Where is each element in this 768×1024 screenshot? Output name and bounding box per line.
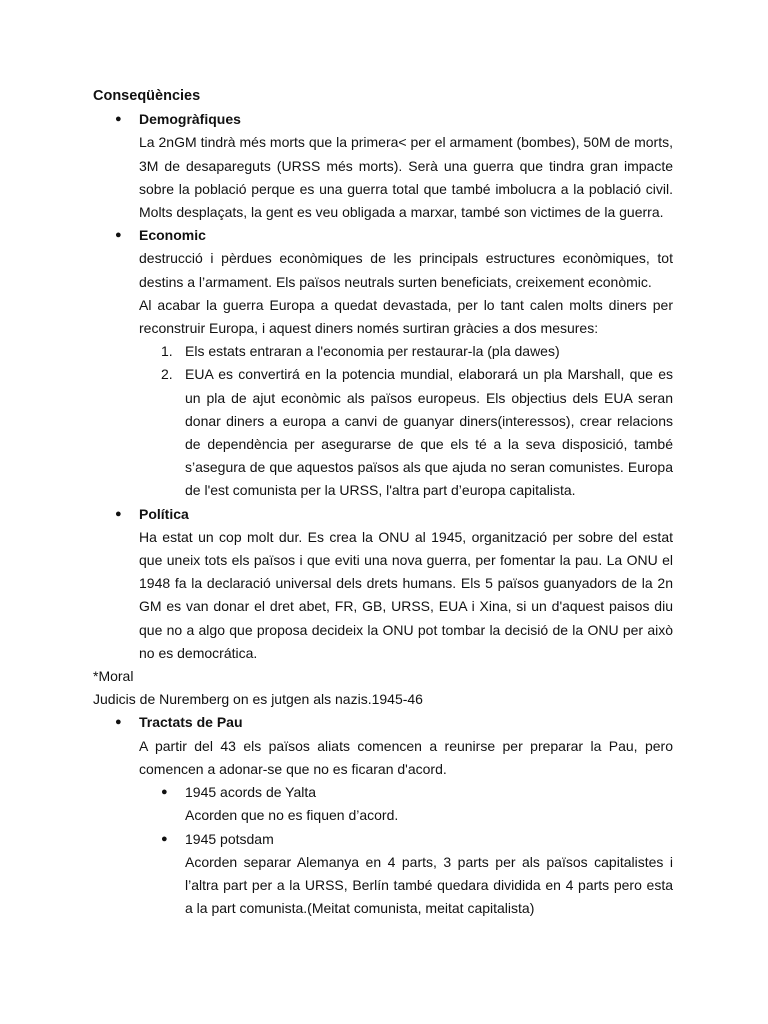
sub-list bbox=[139, 781, 673, 920]
section-economic bbox=[93, 224, 673, 502]
moral-text: Judicis de Nuremberg on es jutgen als nazis.1945-46 bbox=[93, 691, 423, 708]
moral-heading: *Moral bbox=[93, 668, 134, 685]
section-demografiques bbox=[93, 108, 673, 224]
page-title: Conseqüències bbox=[93, 88, 201, 104]
list-item-text: EUA es convertirá en la potencia mundial, elaborará un pla Marshall, que es un pla de ajut econòmic als països europeus. Els objectius dels EUA seran donar diners a europa a canvi de guanyar diners(interessos), crear relacions de dependència per asegurarse de que els té a la seva disposició, també s’asegura de que aquestos països als que ajuda no seran comunistes. Europa de l'est comunista per la URSS, l'altra part d’europa capitalista. bbox=[185, 366, 673, 499]
bullet-icon: ● bbox=[115, 229, 122, 242]
section-list bbox=[93, 711, 673, 920]
bullet-icon: ● bbox=[115, 113, 122, 126]
list-item bbox=[139, 781, 673, 827]
numbered-list bbox=[139, 340, 673, 502]
bullet-icon: ● bbox=[161, 786, 168, 799]
bullet-icon: ● bbox=[115, 716, 122, 729]
section-heading: Economic bbox=[139, 227, 206, 244]
document-content bbox=[93, 85, 673, 920]
section-tractats bbox=[93, 711, 673, 920]
list-item-heading: 1945 potsdam bbox=[185, 830, 274, 847]
section-text: La 2nGM tindrà més morts que la primera< per el armament (bombes), 50M de morts, 3M de desapareguts (URSS més morts). Serà una guerra que tindra gran impacte sobre la població perque es una guerra total que també imbolucra a la població civil. Molts desplaçats, la gent es veu obligada a marxar, també son victimes de la guerra. bbox=[139, 134, 673, 221]
section-text: A partir del 43 els països aliats comencen a reunirse per preparar la Pau, pero comencen a adonar-se que no es ficaran d'acord. bbox=[139, 737, 673, 777]
bullet-icon: ● bbox=[161, 832, 168, 845]
section-text: Al acabar la guerra Europa a quedat devastada, per lo tant calen molts diners per reconstruir Europa, i aquest diners només surtiran gràcies a dos mesures: bbox=[139, 296, 673, 337]
list-item-text: Acorden separar Alemanya en 4 parts, 3 parts per als països capitalistes i l’altra part per a la URSS, Berlín també quedara dividida en 4 parts pero esta a la part comunista.(Meitat comunista, meitat capitalista) bbox=[185, 853, 673, 917]
list-item-heading: 1945 acords de Yalta bbox=[185, 784, 317, 801]
section-text: destrucció i pèrdues econòmiques de les principals estructures econòmiques, tot destins a l’armament. Els països neutrals surten beneficiats, creixement econòmic. bbox=[139, 250, 673, 290]
section-heading: Demogràfiques bbox=[139, 111, 241, 128]
list-item bbox=[139, 363, 673, 502]
list-item-text: Acorden que no es fiquen d’acord. bbox=[185, 807, 399, 824]
list-item-text: Els estats entraran a l'economia per restaurar-la (pla dawes) bbox=[185, 343, 560, 360]
section-heading: Tractats de Pau bbox=[139, 714, 243, 731]
bullet-icon: ● bbox=[115, 507, 122, 520]
list-number: 1. bbox=[161, 343, 173, 360]
section-heading: Política bbox=[139, 505, 189, 522]
list-item bbox=[139, 828, 673, 921]
section-list bbox=[93, 108, 673, 665]
list-number: 2. bbox=[161, 366, 173, 383]
list-item bbox=[139, 340, 673, 363]
section-text: Ha estat un cop molt dur. Es crea la ONU al 1945, organització per sobre del estat que uneix tots els països i que eviti una nova guerra, per fomentar la pau. La ONU el 1948 fa la declaració universal dels drets humans. Els 5 països guanyadors de la 2n GM es van donar el dret abet, FR, GB, URSS, EUA i Xina, si un d'aquest paisos diu que no a algo que proposa decideix la ONU pot tombar la decisió de la ONU per això no es democrática. bbox=[139, 528, 673, 661]
section-politica bbox=[93, 503, 673, 665]
